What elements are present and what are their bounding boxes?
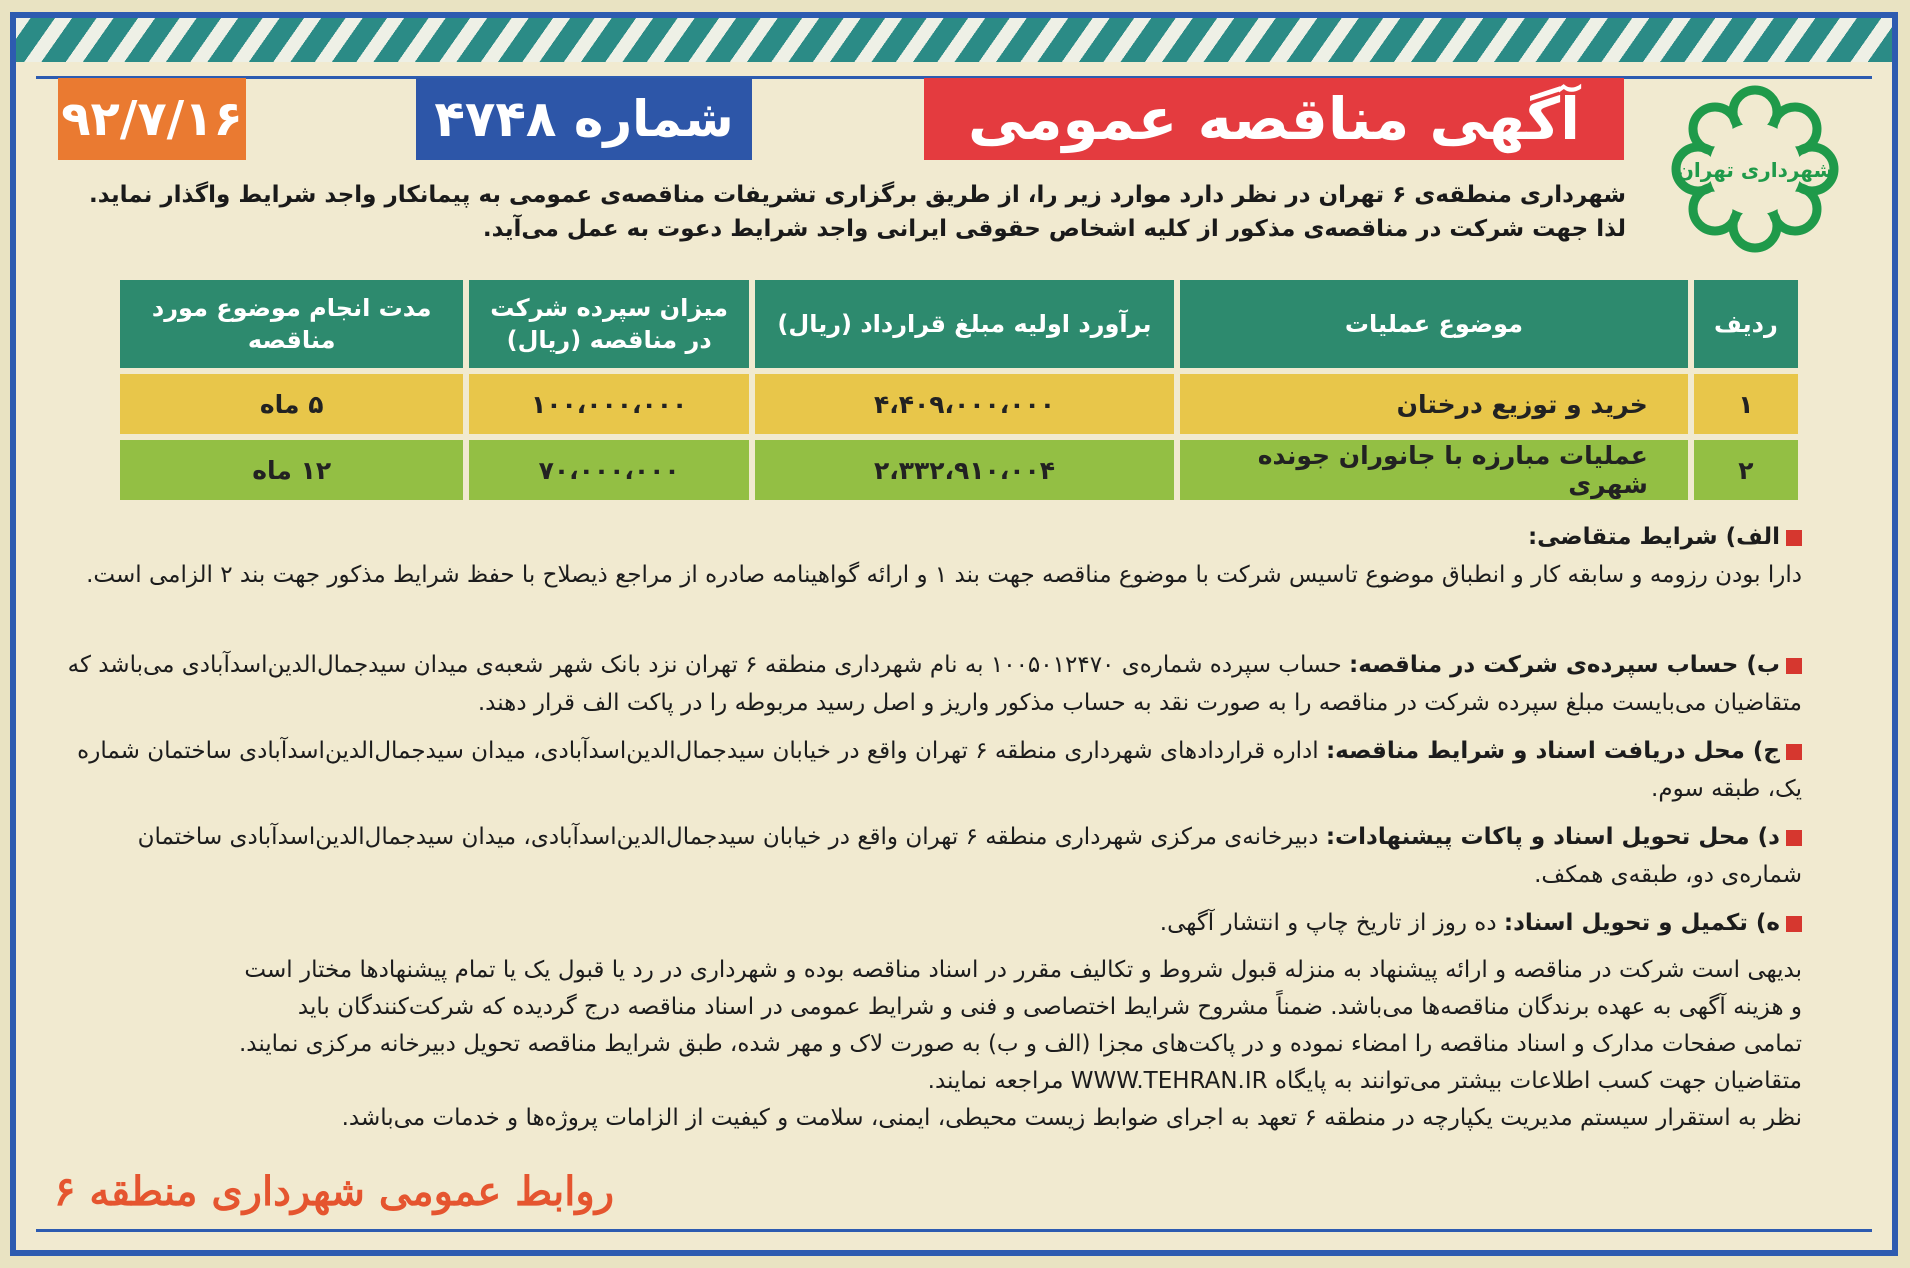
section-d — [60, 818, 1802, 894]
row-deposit: ۱۰۰،۰۰۰،۰۰۰ — [469, 374, 748, 434]
notes-block — [56, 952, 1802, 1137]
intro-line-1-text: در نظر دارد موارد زیر را، از طریق برگزاری تشریفات مناقصه‌ی عمومی به پیمانکار واجد شرایط واگذار نماید. — [89, 182, 1319, 208]
section-b — [60, 646, 1802, 722]
row-index: ۲ — [1694, 440, 1798, 500]
table-header-row — [120, 280, 1798, 368]
section-c-text: اداره قراردادهای شهرداری منطقه ۶ تهران واقع در خیابان سیدجمال‌الدین‌اسدآبادی، میدان سیدجمال‌الدین‌اسدآبادی ساختمان شماره یک، طبقه سوم. — [77, 738, 1802, 802]
row-index: ۱ — [1694, 374, 1798, 434]
tender-table — [114, 274, 1804, 506]
bullet-square-icon — [1786, 658, 1802, 674]
bullet-square-icon — [1786, 916, 1802, 932]
row-estimate: ۲،۳۳۲،۹۱۰،۰۰۴ — [755, 440, 1174, 500]
header-deposit: میزان سپرده شرکت در مناقصه (ریال) — [469, 280, 748, 368]
row-deposit: ۷۰،۰۰۰،۰۰۰ — [469, 440, 748, 500]
section-b-title: ب) حساب سپرده‌ی شرکت در مناقصه: — [1349, 652, 1780, 678]
table-row — [120, 440, 1798, 500]
section-b-text: حساب سپرده شماره‌ی ۱۰۰۵۰۱۲۴۷۰ به نام شهرداری منطقه ۶ تهران نزد بانک شهر شعبه‌ی میدان سیدجمال‌الدین‌اسدآبادی می‌باشد که متقاضیان می‌بایست مبلغ سپرده شرکت در مناقصه را به صورت نقد به حساب مذکور واریز و اصل رسید مربوطه را در پاکت الف قرار دهند. — [67, 652, 1802, 716]
section-d-text: دبیرخانه‌ی مرکزی شهرداری منطقه ۶ تهران واقع در خیابان سیدجمال‌الدین‌اسدآبادی، میدان سیدجمال‌الدین‌اسدآبادی ساختمان شماره‌ی دو، طبقه‌ی همکف. — [137, 824, 1802, 888]
row-duration: ۵ ماه — [120, 374, 463, 434]
header-subject: موضوع عملیات — [1180, 280, 1688, 368]
row-subject: خرید و توزیع درختان — [1180, 374, 1688, 434]
bullet-square-icon — [1786, 744, 1802, 760]
row-duration: ۱۲ ماه — [120, 440, 463, 500]
divider-bottom — [36, 1229, 1872, 1232]
intro-line-2: لذا جهت شرکت در مناقصه‌ی مذکور از کلیه اشخاص حقوقی ایرانی واجد شرایط دعوت به عمل می‌آید. — [482, 216, 1626, 242]
bullet-square-icon — [1786, 530, 1802, 546]
header-estimate: برآورد اولیه مبلغ قرارداد (ریال) — [755, 280, 1174, 368]
bullet-square-icon — [1786, 830, 1802, 846]
note-line: تمامی صفحات مدارک و اسناد مناقصه را امضاء نموده و در پاکت‌های مجزا (الف و ب) به صورت لاک و مهر شده، طبق شرایط مناقصه تحویل دبیرخانه مرکزی نمایند. — [238, 1031, 1802, 1057]
note-line: متقاضیان جهت کسب اطلاعات بیشتر می‌توانند به پایگاه WWW.TEHRAN.IR مراجعه نمایند. — [927, 1068, 1802, 1094]
row-estimate: ۴،۴۰۹،۰۰۰،۰۰۰ — [755, 374, 1174, 434]
table-row — [120, 374, 1798, 434]
section-a-title: الف) شرایط متقاضی: — [1527, 524, 1780, 550]
note-line: و هزینه آگهی به عهده برندگان مناقصه‌ها می‌باشد. ضمناً مشروح شرایط اختصاصی و فنی و شرایط عمومی در اسناد مناقصه درج گردیده که شرکت‌کنندگان باید — [297, 994, 1802, 1020]
decorative-stripe-border — [16, 18, 1892, 62]
section-e — [60, 904, 1802, 942]
intro-organization: شهرداری منطقه‌ی ۶ تهران — [1318, 182, 1626, 208]
section-e-text: ده روز از تاریخ چاپ و انتشار آگهی. — [1159, 910, 1504, 936]
ad-title: آگهی مناقصه عمومی — [924, 78, 1624, 160]
note-line: نظر به استقرار سیستم مدیریت یکپارچه در منطقه ۶ تعهد به اجرای ضوابط زیست محیطی، ایمنی، سلامت و کیفیت از الزامات پروژه‌ها و خدمات می‌باشد. — [341, 1105, 1802, 1131]
header-duration: مدت انجام موضوع مورد مناقصه — [120, 280, 463, 368]
section-a-text: دارا بودن رزومه و سابقه کار و انطباق موضوع تاسیس شرکت با موضوع مناقصه جهت بند ۱ و ارائه گواهینامه صادره از مراجع ذیصلاح با حفظ شرایط مذکور جهت بند ۲ الزامی است. — [86, 562, 1802, 588]
ad-number: شماره ۴۷۴۸ — [416, 78, 752, 160]
intro-line-1 — [56, 178, 1626, 212]
section-c — [60, 732, 1802, 808]
tehran-municipality-logo-icon — [1668, 82, 1842, 256]
note-line: بدیهی است شرکت در مناقصه و ارائه پیشنهاد به منزله قبول شروط و تکالیف مقرر در اسناد مناقصه بوده و شهرداری در رد یا قبول یک یا تمام پیشنهادها مختار است — [244, 957, 1802, 983]
section-c-title: ج) محل دریافت اسناد و شرایط مناقصه: — [1325, 738, 1780, 764]
section-e-title: ه) تکمیل و تحویل اسناد: — [1503, 910, 1780, 936]
section-d-title: د) محل تحویل اسناد و پاکات پیشنهادات: — [1325, 824, 1780, 850]
section-a — [60, 518, 1802, 594]
header-row-index: ردیف — [1694, 280, 1798, 368]
row-subject: عملیات مبارزه با جانوران جونده شهری — [1180, 440, 1688, 500]
signature: روابط عمومی شهرداری منطقه ۶ — [54, 1168, 615, 1215]
ad-date: ۹۲/۷/۱۶ — [58, 78, 246, 160]
logo-lettering: شهرداری تهران — [1676, 158, 1834, 182]
